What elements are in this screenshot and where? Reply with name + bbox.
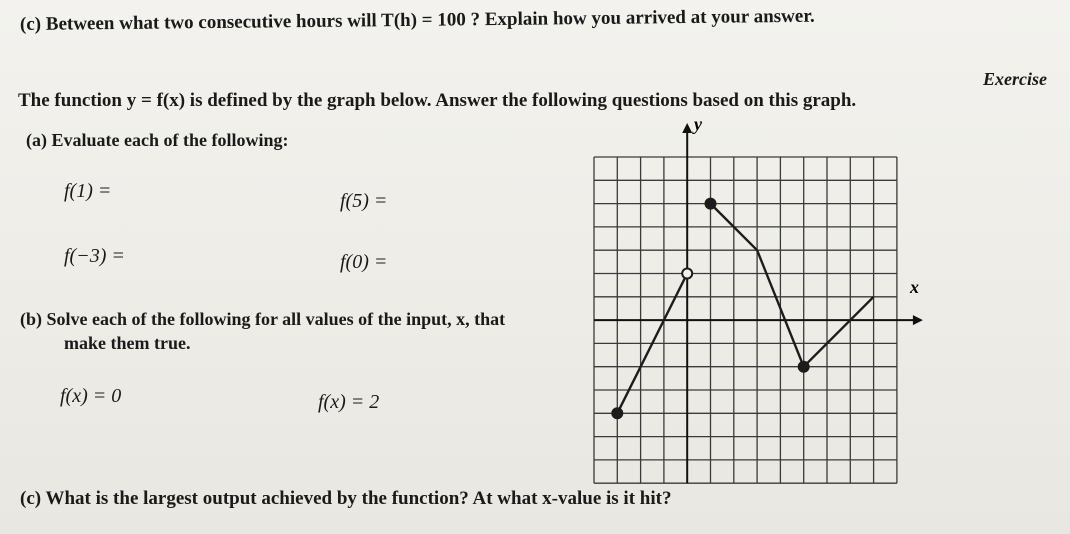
graph-segment bbox=[804, 297, 874, 367]
open-endpoint bbox=[682, 269, 692, 279]
part-a-f5: f(5) = bbox=[340, 190, 388, 212]
part-a-f1: f(1) = bbox=[64, 180, 112, 202]
x-axis-label: x bbox=[910, 277, 919, 297]
part-a-prompt-text: Evaluate each of the following: bbox=[51, 130, 289, 150]
part-c-bottom: (c) What is the largest output achieved by the function? At what x-value is it hit? bbox=[20, 488, 672, 509]
y-axis-arrow bbox=[682, 123, 692, 133]
part-a-label: (a) bbox=[26, 130, 47, 150]
graph-plot bbox=[612, 199, 873, 419]
intro-text: The function y = f(x) is defined by the graph below. Answer the following questions based on this graph. bbox=[18, 90, 857, 111]
exercise-label: Exercise bbox=[983, 69, 1047, 89]
part-b-prompt-line2: make them true. bbox=[64, 333, 191, 353]
closed-endpoint bbox=[706, 199, 716, 209]
part-a-fneg3: f(−3) = bbox=[64, 245, 125, 267]
part-b-eq2: f(x) = 2 bbox=[318, 391, 380, 413]
y-axis-label: y bbox=[694, 114, 702, 134]
x-axis-arrow bbox=[913, 315, 923, 325]
part-a-f0: f(0) = bbox=[340, 251, 388, 273]
part-b-prompt-line1: (b) Solve each of the following for all values of the input, x, that bbox=[20, 309, 506, 329]
question-c-top-text: (c) bbox=[19, 13, 42, 35]
part-b-eq1: f(x) = 0 bbox=[60, 385, 122, 407]
closed-endpoint bbox=[799, 362, 809, 372]
question-c-top-body: Between what two consecutive hours will T(h) = 100 ? Explain how you arrived at your answer. bbox=[45, 5, 815, 35]
closed-endpoint bbox=[612, 408, 622, 418]
